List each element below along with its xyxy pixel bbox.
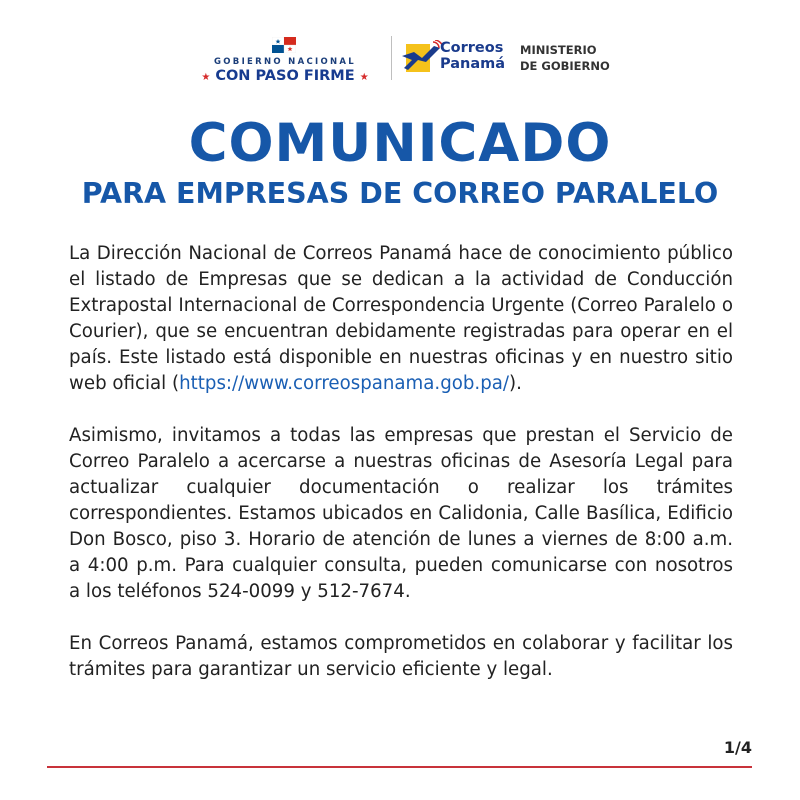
red-star-icon: ★ [201,72,211,83]
paragraph-1-end: ). [509,373,522,394]
paragraph-2: Asimismo, invitamos a todas las empresas que prestan el Servicio de Correo Paralelo a acercarse a nuestras oficinas de Asesoría Legal para actualizar cualquier documentación o realizar los trámites correspondientes. Estamos ubicados en Calidonia, Calle Basílica, Edificio Don Bosco, piso 3. Horario de atención de lunes a viernes de 8:00 a.m. a 4:00 p.m. Para cualquier consulta, pueden comunicarse con nosotros a los teléfonos 524-0099 y 512-7674. [69,425,733,602]
page-subtitle: PARA EMPRESAS DE CORREO PARALELO [81,177,719,210]
footer-rule [47,766,752,768]
gobierno-nacional-logo [188,34,382,84]
panama-word: Panamá [440,56,506,72]
page-title: COMUNICADO [188,113,612,174]
announcement-body [69,241,733,683]
website-link[interactable]: https://www.correospanama.gob.pa/ [179,373,510,394]
correos-panama-wordmark [440,40,516,72]
red-star-icon: ★ [359,72,369,83]
ministerio-de-gobierno-label [520,42,640,74]
paragraph-3: En Correos Panamá, estamos comprometidos en colaborar y facilitar los trámites para garantizar un servicio eficiente y legal. [69,633,733,680]
header [0,32,800,87]
correos-eagle-logo-icon [400,40,444,78]
page-number: 1/4 [723,738,752,757]
ministerio-line-1: MINISTERIO [520,43,597,57]
gobierno-nacional-text: GOBIERNO NACIONAL [213,57,357,67]
paragraph-1 [69,241,733,397]
header-divider [391,36,392,80]
con-paso-firme-text: CON PASO FIRME [215,68,355,84]
paragraph-1-text: La Dirección Nacional de Correos Panamá hace de conocimiento público el listado de Empresas que se dedican a la actividad de Conducción Extrapostal Internacional de Correspondencia Urgente (Correo Paralelo o Courier), que se encuentran debidamente registradas para operar en el país. Este listado está disponible en nuestras oficinas y en nuestro sitio web oficial ( [69,243,733,394]
con-paso-firme-line [188,68,382,84]
panama-flag-icon [272,37,296,53]
correos-word: Correos [440,40,504,56]
ministerio-line-2: DE GOBIERNO [520,59,610,73]
